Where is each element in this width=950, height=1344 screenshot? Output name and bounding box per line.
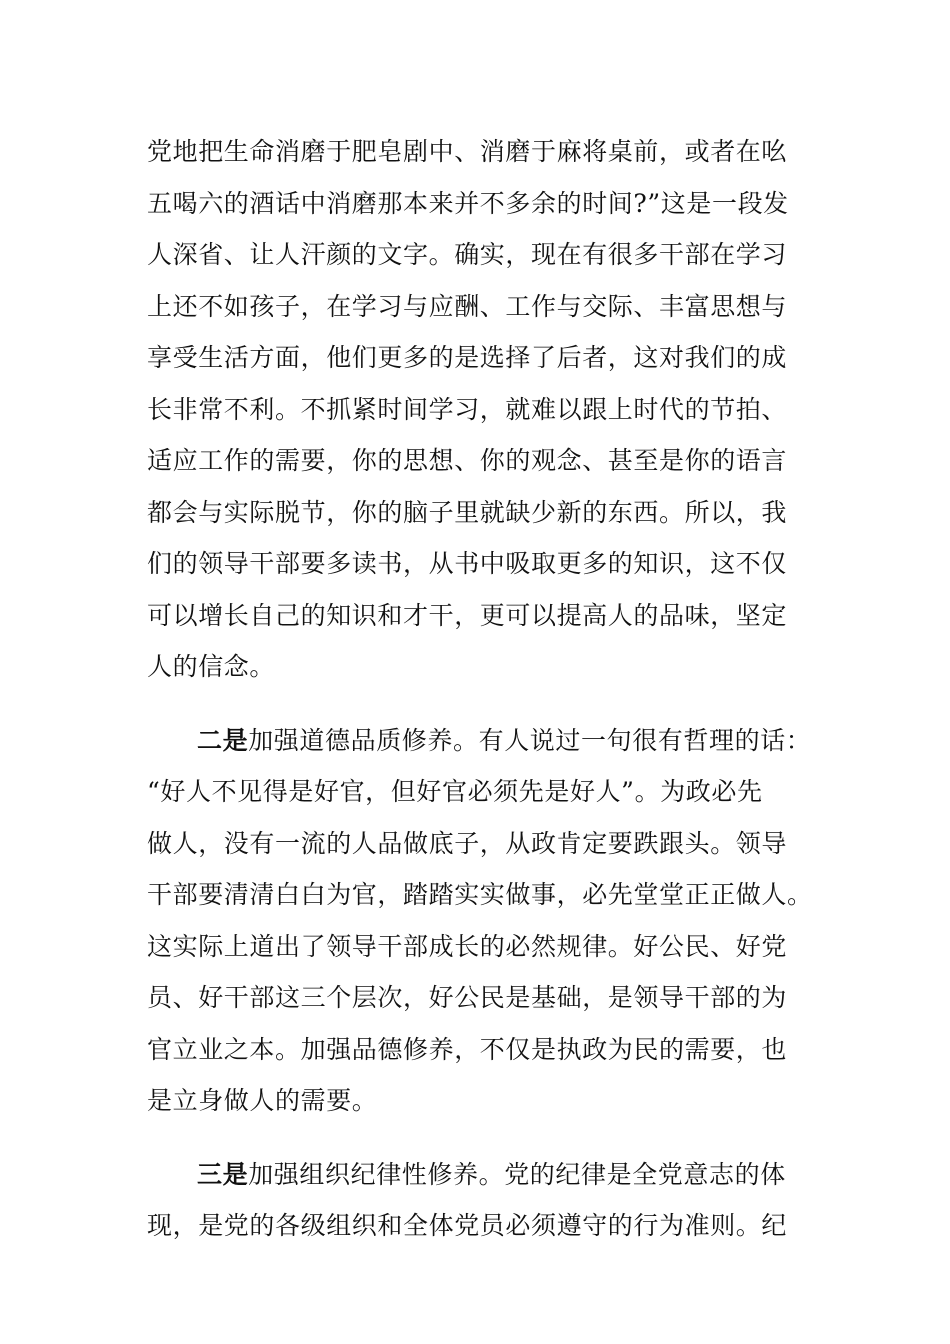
paragraph-lead: 二是 [197, 725, 249, 755]
text-line: 五喝六的酒话中消磨那本来并不多余的时间?”这是一段发 [147, 188, 789, 218]
text-line: 可以增长自己的知识和才干，更可以提高人的品味，坚定 [147, 600, 788, 630]
text-line: 长非常不利。不抓紧时间学习，就难以跟上时代的节拍、 [147, 394, 788, 424]
paragraph-continuation [147, 126, 807, 693]
text-line: 做人，没有一流的人品做底子，从政肯定要跌跟头。领导 [147, 828, 788, 858]
text-run: 加强道德品质修养。有人说过一句很有哲理的话： [248, 725, 812, 755]
paragraph-first-line [147, 1149, 807, 1201]
text-line: 官立业之本。加强品德修养，不仅是执政为民的需要，也 [147, 1034, 788, 1064]
paragraph-lead: 三是 [197, 1159, 249, 1189]
text-line: 都会与实际脱节，你的脑子里就缺少新的东西。所以，我 [147, 497, 788, 527]
text-line: 们的领导干部要多读书，从书中吸取更多的知识，这不仅 [147, 549, 788, 578]
paragraph-moral-cultivation [147, 715, 813, 1127]
paragraph-discipline [147, 1149, 807, 1252]
text-line: 适应工作的需要，你的思想、你的观念、甚至是你的语言 [147, 446, 788, 475]
text-line: 人的信念。 [147, 652, 276, 681]
text-line: 干部要清清白白为官，踏踏实实做事，必先堂堂正正做人。 [147, 880, 813, 909]
text-line: 上还不如孩子，在学习与应酬、工作与交际、丰富思想与 [147, 291, 788, 321]
document-body [147, 126, 813, 1252]
text-line: 员、好干部这三个层次，好公民是基础，是领导干部的为 [147, 983, 788, 1012]
text-line: 党地把生命消磨于肥皂剧中、消磨于麻将桌前，或者在吆 [147, 137, 788, 166]
text-line: “好人不见得是好官，但好官必须先是好人”。为政必先 [147, 777, 763, 806]
text-line: 人深省、让人汗颜的文字。确实，现在有很多干部在学习 [147, 240, 788, 269]
text-line: 享受生活方面，他们更多的是选择了后者，这对我们的成 [147, 343, 788, 372]
paragraph-first-line [147, 715, 812, 767]
text-run: 加强组织纪律性修养。党的纪律是全党意志的体 [248, 1159, 786, 1189]
text-line: 是立身做人的需要。 [147, 1086, 378, 1115]
text-line: 现，是党的各级组织和全体党员必须遵守的行为准则。纪 [147, 1211, 788, 1240]
text-line: 这实际上道出了领导干部成长的必然规律。好公民、好党 [147, 931, 788, 961]
